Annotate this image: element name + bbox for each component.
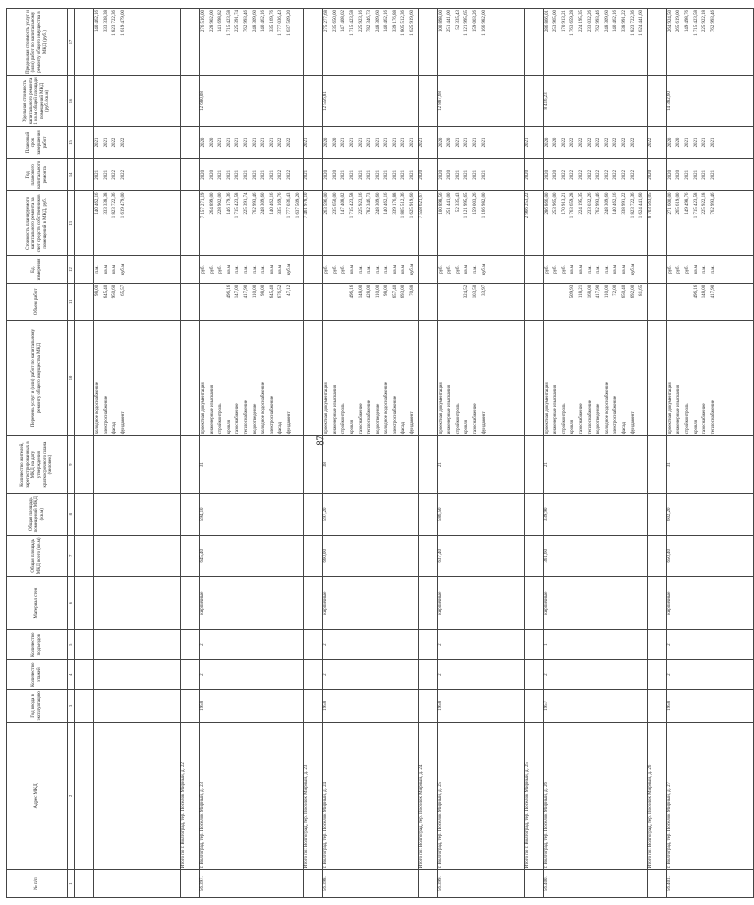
total-area: 361,60 [543,535,647,577]
residents-count: 21 [543,436,647,494]
entrances-count [94,630,181,660]
building-row [543,9,647,898]
total-year [75,159,94,191]
total-cell [181,256,200,284]
total-cell [181,436,200,494]
column-number: 15 [68,126,75,158]
total-cell [647,436,666,494]
total-cell [647,690,666,722]
column-header: Плановый срок завершения работ [7,126,68,158]
column-number: 2 [68,722,75,870]
page-number: 87 [315,435,327,446]
total-cell [181,690,200,722]
total-sum [75,191,94,256]
entrances-count: 1 [543,630,647,660]
residents-count: 31 [200,436,304,494]
total-cell [524,283,543,320]
total-cell [524,76,543,127]
total-cell [647,256,666,284]
works-costs: 100 898,56 251 441,00 52 335,43 1 121 995,65 159 003,26 1 166 982,00 [437,191,524,256]
works-limits: 286 866,01 253 965,00 170 913,21 1 763 659,28 224 195,35 233 032,26 762 993,46 248 309,60 140 462,16 338 991,22 1 823 722,36 1 624 441,60 [543,9,647,76]
total-cell [181,577,200,630]
column-header: Адрес МКД [7,722,68,870]
works-volumes: 496,16 148,00 428,00 110,00 98,00 657,40 693,00 70,88 [323,283,419,320]
rooms-area: 339,90 [543,493,647,535]
total-cell [647,660,666,690]
total-address: Итого по: Волгоград, тер. Поселок Мирный, д. 26 [647,722,666,870]
works-costs: 263 596,00 235 650,00 147 408,02 1 715 423,58 225 923,16 782 346,73 248 309,60 140 462,16 339 176,88 1 805 512,36 1 625 919,60 [323,191,419,256]
residents-count: 21 [437,436,524,494]
total-cell [75,660,94,690]
total-end-year [75,126,94,158]
total-cell [75,320,94,435]
total-address: Итого по: Волгоград, тер. Поселок Мирный, д. 24 [418,722,437,870]
total-cell [181,493,200,535]
total-year: 2020 [418,159,437,191]
total-year [181,159,200,191]
floors-count: 2 [323,660,419,690]
total-cell [75,283,94,320]
total-cell [304,577,323,630]
column-header: Общая площадь МКД всего (кв.м) [7,535,68,577]
total-cell [304,283,323,320]
building-row [437,9,524,898]
building-address [94,722,181,870]
column-header: Год ввода в эксплуатацию [7,690,68,722]
works-units: руб. руб. руб. кв.м п.м. п.м. п.м. п.м. кв.м кв.м куб.м [323,256,419,284]
total-year: 2020 [524,159,543,191]
column-header: № п/п [7,870,68,898]
works-end-years: 2020 2020 2021 2021 2021 2021 2021 2021 2021 2021 2021 [323,126,419,158]
column-header: Материал стен [7,577,68,630]
column-header: Общая площадь помещений МКД (кв.м) [7,493,68,535]
entrances-count: 2 [200,630,304,660]
residents-count: 31 [666,436,753,494]
total-cell [418,320,437,435]
total-address: Итого по: Волгоград, тер. Поселок Мирный, д. 23 [304,722,323,870]
works-end-years: 2020 2020 2022 2022 2022 2022 2022 2022 2022 2022 2022 [543,126,647,158]
wall-material [94,577,181,630]
total-cell [524,256,543,284]
residents-count [94,436,181,494]
column-number: 8 [68,493,75,535]
works-limits: 275 277,68 235 650,00 147 408,02 1 715 423,58 225 923,16 782 346,73 248 309,60 140 462,16 339 176,88 1 805 512,36 1 625 919,60 [323,9,419,76]
column-header: Количество жителей, зарегистрированных в МКД на дату утверждения краткосрочного плана (человек) [7,436,68,494]
works-volumes: 496,16 148,00 417,90 [666,283,753,320]
total-cell [524,630,543,660]
total-area [94,535,181,577]
works-list: проектная документация инженерные изыскания стройконтроль кровля газоснабжение теплоснабжение водоотведение холодное водоснабжение электроснабжение фасад фундамент [200,320,304,435]
residents-count: 38 [323,436,419,494]
total-cell [181,870,200,898]
total-cell [647,493,666,535]
total-cell [75,256,94,284]
build-year [94,690,181,722]
total-cell [418,535,437,577]
total-cell [418,493,437,535]
total-cell [524,493,543,535]
total-limit [181,9,200,76]
total-cell [181,630,200,660]
total-cell [524,320,543,435]
column-number-row [68,9,75,898]
total-row [524,9,543,898]
total-cell [304,870,323,898]
total-limit [647,9,666,76]
total-cell [304,630,323,660]
total-year: 2021 [304,159,323,191]
total-cell [418,690,437,722]
row-number: 56.400. [543,870,647,898]
total-limit [524,9,543,76]
wall-material: кирпичные [666,577,753,630]
total-limit [418,9,437,76]
total-cell [524,690,543,722]
specific-cost: 14 382,60 [666,76,753,127]
total-cell [75,535,94,577]
works-years: 2020 2020 2021 2021 2021 2021 [437,159,524,191]
total-cell [75,690,94,722]
header-row [7,9,68,898]
total-cell [524,577,543,630]
row-number [94,870,181,898]
total-cell [524,436,543,494]
row-number: 56.397. [200,870,304,898]
works-years: 2020 2020 2021 2021 2021 2021 [666,159,753,191]
total-cell [418,660,437,690]
column-number: 17 [68,9,75,76]
works-costs: 7 157 271,19 264 899,00 228 902,00 146 179,36 1 715 423,58 225 391,74 762 993,46 248 309,60 140 462,16 335 169,76 1 777 036,43 1 637 509,20 [200,191,304,256]
rooms-area [94,493,181,535]
floors-count: 2 [437,660,524,690]
total-cell [181,660,200,690]
works-units: руб. руб. руб. кв.м п.м. п.м. п.м. п.м. кв.м кв.м куб.м [200,256,304,284]
total-cell [181,283,200,320]
works-list: проектная документация инженерные изыскания стройконтроль кровля газоснабжение фундамент [437,320,524,435]
column-number: 1 [68,870,75,898]
building-row [323,9,419,898]
total-cell [304,436,323,494]
column-header: Количество этажей [7,660,68,690]
total-cell [418,577,437,630]
works-limits: 100 898,00 251 441,00 52 335,43 1 121 995,65 159 003,26 1 166 982,00 [437,9,524,76]
total-cell [418,630,437,660]
total-row [418,9,437,898]
total-area: 650,40 [666,535,753,577]
building-row [200,9,304,898]
total-cell [647,76,666,127]
column-header: Перечень услуг и (или) работ по капитальному ремонту общего имущества МКД [7,320,68,435]
total-cell [647,283,666,320]
total-cell [647,320,666,435]
total-area: 660,00 [323,535,419,577]
floors-count [94,660,181,690]
wall-material: кирпичные [200,577,304,630]
column-header: Объем работ [7,283,68,320]
total-year: 2020 [647,159,666,191]
total-cell [418,870,437,898]
total-cell [304,320,323,435]
works-costs: 140 462,16 333 338,38 1 823 722,36 1 619 479,00 [94,191,181,256]
total-cell [181,320,200,435]
column-header: Количество подъездов [7,630,68,660]
total-sum [181,191,200,256]
total-address: Итого по г. Волгоград, тер. Поселок Мирный, д. 25 [524,722,543,870]
specific-cost: 8 416,23 [543,76,647,127]
building-row [666,9,753,898]
works-list: холодное водоснабжение электроснабжение фасад фундамент [94,320,181,435]
total-cell [304,256,323,284]
works-end-years: 2020 2020 2021 2021 2021 2021 2021 2021 2021 2022 2022 [200,126,304,158]
column-number: 14 [68,159,75,191]
total-cell [647,630,666,660]
total-cell [181,76,200,127]
total-cell [304,76,323,127]
total-limit [75,9,94,76]
wall-material: кирпичные [437,577,524,630]
works-limits: 264 924,50 265 619,00 149 498,76 1 715 423,58 225 922,18 762 993,46 [666,9,753,76]
building-address: г. Волгоград, тер. Поселок Мирный, д. 26 [543,722,647,870]
total-row [647,9,666,898]
total-cell [75,870,94,898]
works-volumes: 324,52 103,50 33,97 [437,283,524,320]
building-address: г. Волгоград, тер. Поселок Мирный, д. 23 [200,722,304,870]
building-address: г. Волгоград, тер. Поселок Мирный, д. 27 [666,722,753,870]
wall-material: кирпичные [323,577,419,630]
works-units: п.м. кв.м кв.м куб.м [94,256,181,284]
works-list: проектная документация инженерные изыскания стройконтроль кровля газоснабжение теплоснабжение водоотведение холодное водоснабжение электроснабжение фасад фундамент [323,320,419,435]
column-number: 12 [68,256,75,284]
total-sum: 7 558 621,67 [418,191,437,256]
column-number: 6 [68,577,75,630]
total-sum: 7 461 978,10 [304,191,323,256]
works-costs: 286 866,00 253 965,00 170 913,21 1 763 659,28 224 195,35 233 032,26 762 993,46 248 309,60 140 462,16 338 991,22 1 823 722,36 1 624 441,60 [543,191,647,256]
build-year: 1957 [543,690,647,722]
total-cell [304,493,323,535]
column-number: 9 [68,436,75,494]
total-limit [304,9,323,76]
build-year: 1958 [323,690,419,722]
total-cell [418,256,437,284]
rooms-area: 594,10 [200,493,304,535]
column-header: Стоимость планируемого капитального ремонта за счет средств собственников помещений в МКД, руб. [7,191,68,256]
column-number: 11 [68,283,75,320]
total-area: 645,40 [200,535,304,577]
row-number: 56.401. [666,870,753,898]
total-row [304,9,323,898]
works-list: проектная документация инженерные изыскания стройконтроль кровля газоснабжение теплоснабжение [666,320,753,435]
column-number: 7 [68,535,75,577]
total-row [181,9,200,898]
works-units: руб. руб. руб. кв.м кв.м п.м. п.м. п.м. кв.м кв.м куб.м [543,256,647,284]
total-end-year: 2022 [647,126,666,158]
column-number: 3 [68,690,75,722]
row-number: 56.398. [323,870,419,898]
specific-cost: 12 680,08 [200,76,304,127]
building-row [94,9,181,898]
total-cell [418,76,437,127]
column-number: 16 [68,76,75,127]
column-header: Год планового капитального ремонта [7,159,68,191]
floors-count: 2 [543,660,647,690]
total-end-year: 2021 [418,126,437,158]
works-end-years: 2021 2021 2022 2022 [94,126,181,158]
works-end-years: 2020 2020 2021 2021 2021 2021 [437,126,524,158]
works-costs: 271 600,00 265 619,00 149 498,76 1 715 423,58 225 922,18 762 993,46 [666,191,753,256]
works-volumes: 496,16 147,00 417,90 110,00 98,00 645,40 676,52 47,12 [200,283,304,320]
row-number: 56.399. [437,870,524,898]
total-end-year: 2021 [304,126,323,158]
total-end-year [181,126,200,158]
rooms-area: 602,20 [666,493,753,535]
total-sum: 8 703 563,05 [647,191,666,256]
total-cell [75,630,94,660]
total-cell [304,535,323,577]
column-number: 10 [68,320,75,435]
rooms-area: 586,50 [437,493,524,535]
total-end-year: 2021 [524,126,543,158]
column-number: 13 [68,191,75,256]
column-number: 5 [68,630,75,660]
total-cell [75,436,94,494]
works-years: 2020 2020 2022 2022 2022 2022 2022 2022 2022 2022 2022 [543,159,647,191]
total-cell [524,535,543,577]
build-year: 1958 [200,690,304,722]
rooms-area: 597,20 [323,493,419,535]
total-cell [304,660,323,690]
specific-cost: 12 556,81 [323,76,419,127]
building-address: г. Волгоград, тер. Поселок Мирный, д. 24 [323,722,419,870]
total-cell [418,283,437,320]
entrances-count: 2 [323,630,419,660]
total-cell [75,577,94,630]
works-years: 2021 2021 2022 2022 [94,159,181,191]
floors-count: 2 [666,660,753,690]
entrances-count: 2 [437,630,524,660]
works-end-years: 2020 2020 2021 2021 2021 2021 [666,126,753,158]
rotated-table-wrapper [6,8,716,898]
works-units: руб. руб. руб. кв.м п.м. п.м. [666,256,753,284]
works-limits: 276 516,00 228 902,00 141 698,82 1 715 423,58 225 391,74 762 993,46 248 309,60 140 462,16 335 169,76 1 777 036,43 1 637 509,20 [200,9,304,76]
total-row [75,9,94,898]
column-header: Удельная стоимость капитального ремонта 1 кв.м общей площади помещений МКД (руб./кв.м) [7,76,68,127]
total-address [75,722,94,870]
total-cell [647,577,666,630]
total-cell [647,870,666,898]
total-cell [647,535,666,577]
building-address: г. Волгоград, тер. Поселок Мирный, д. 25 [437,722,524,870]
table-body [75,9,754,898]
works-years: 2020 2020 2021 2021 2021 2021 2021 2021 2021 2022 2022 [200,159,304,191]
column-number: 4 [68,660,75,690]
works-years: 2020 2020 2021 2021 2021 2021 2021 2021 2021 2021 2021 [323,159,419,191]
total-cell [418,436,437,494]
build-year: 1958 [666,690,753,722]
total-cell [75,76,94,127]
total-cell [524,870,543,898]
works-volumes: 509,93 118,21 168,00 417,90 110,00 72,00 650,40 692,00 81,65 [543,283,647,320]
specific-cost: 12 887,68 [437,76,524,127]
works-units: руб. руб. руб. кв.м п.м. куб.м [437,256,524,284]
floors-count: 2 [200,660,304,690]
total-cell [524,660,543,690]
column-header: Ед. измерения [7,256,68,284]
specific-cost [94,76,181,127]
entrances-count: 2 [666,630,753,660]
works-volumes: 98,00 645,40 950,60 65,57 [94,283,181,320]
total-cell [181,535,200,577]
wall-material: кирпичные [543,577,647,630]
total-address: Итого по г. Волгоград, тер. Поселок Мирный, д. 22 [181,722,200,870]
total-cell [75,493,94,535]
build-year: 1958 [437,690,524,722]
total-cell [304,690,323,722]
total-sum: 2 966 253,22 [524,191,543,256]
capital-repair-table [6,8,754,898]
works-list: проектная документация инженерные изыскания стройконтроль кровля газоснабжение теплоснабжение водоотведение холодное водоснабжение электроснабжение фасад фундамент [543,320,647,435]
works-limits: 140 462,16 333 338,38 1 823 722,36 1 619 479,00 [94,9,181,76]
column-header: Предельная стоимость услуг и (или) работ по капитальному ремонту общего имущества в МКД (руб.) [7,9,68,76]
total-area: 637,40 [437,535,524,577]
